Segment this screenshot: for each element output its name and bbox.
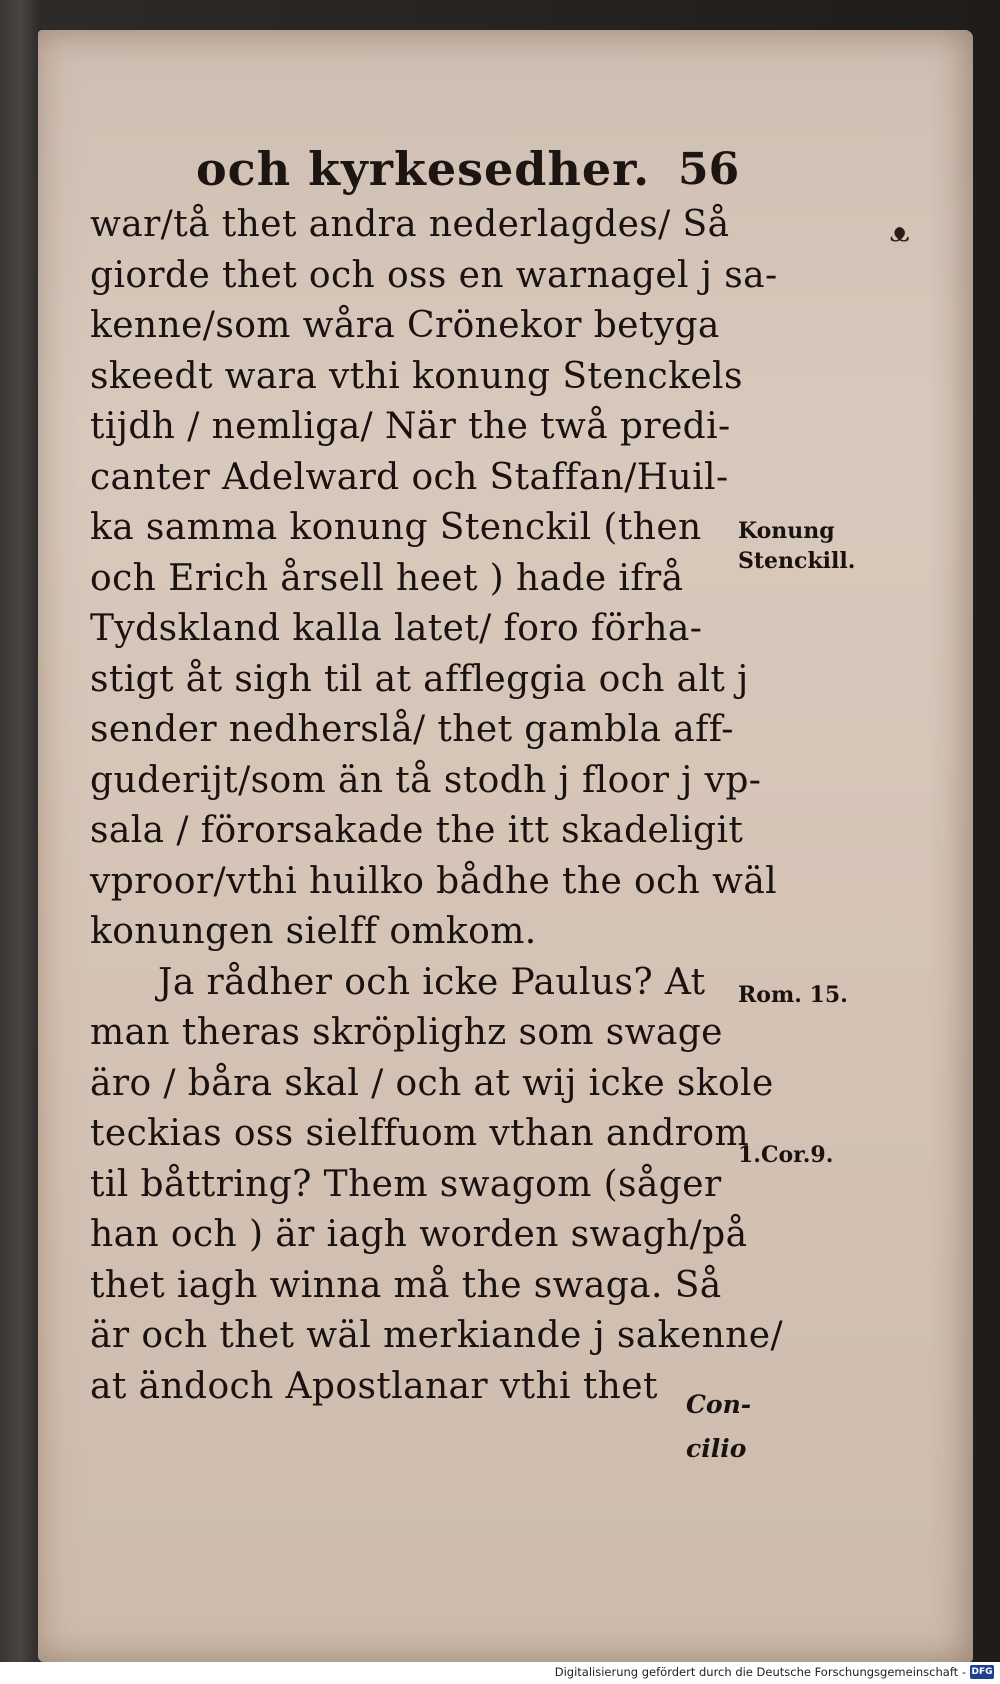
- margin-note-rom: Rom. 15.: [738, 982, 848, 1008]
- margin-note-line: Konung: [738, 518, 835, 544]
- catchword-inline: Con-: [686, 1390, 752, 1419]
- footer-bar: [0, 1662, 1000, 1684]
- body-text: [90, 200, 783, 1412]
- margin-note-cor: 1.Cor.9.: [738, 1142, 834, 1168]
- text-line: til båttring? Them swagom (såger: [90, 1163, 722, 1205]
- text-line: kenne/som wåra Crönekor betyga: [90, 305, 720, 346]
- text-line: Tydskland kalla latet/ foro förha-: [90, 608, 703, 649]
- dfg-logo-icon: DFG: [971, 1667, 993, 1677]
- book-page: [38, 30, 973, 1662]
- text-line: stigt åt sigh til at affleggia och alt j: [90, 658, 749, 700]
- text-line: vproor/vthi huilko bådhe the och wäl: [90, 860, 778, 902]
- text-line: sala / förorsakade the itt skadeligit: [90, 810, 744, 851]
- text-line: giorde thet och oss en warnagel j sa-: [90, 254, 778, 296]
- text-line: at ändoch Apostlanar vthi thet: [90, 1365, 658, 1407]
- ornament-mark: ᴥ: [890, 218, 910, 248]
- text-line: ka samma konung Stenckil (then: [90, 507, 702, 548]
- text-line: är och thet wäl merkiande j sakenne/: [90, 1315, 783, 1356]
- margin-note-konung: [738, 516, 855, 576]
- text-line: guderijt/som än tå stodh j floor j vp-: [90, 759, 762, 801]
- text-line: tijdh / nemliga/ När the twå predi-: [90, 406, 731, 447]
- page-number: 56: [678, 144, 740, 195]
- text-line: canter Adelward och Staffan/Huil-: [90, 456, 729, 498]
- text-line: skeedt wara vthi konung Stenckels: [90, 355, 743, 397]
- text-line: och Erich årsell heet ) hade ifrå: [90, 557, 684, 599]
- margin-note-line: Stenckill.: [738, 548, 856, 574]
- text-line: thet iagh winna må the swaga. Så: [90, 1264, 722, 1306]
- text-line: sender nedherslå/ thet gambla aff-: [90, 709, 734, 750]
- catchword: cilio: [686, 1434, 747, 1463]
- digitization-credit: Digitalisierung gefördert durch die Deutsche Forschungsgemeinschaft -: [554, 1665, 966, 1679]
- text-line: Ja rådher och icke Paulus? At: [158, 961, 706, 1003]
- text-line: äro / båra skal / och at wij icke skole: [90, 1062, 774, 1104]
- text-line: man theras skröplighz som swage: [90, 1012, 723, 1053]
- page-header: [38, 142, 973, 202]
- text-line: han och ) är iagh worden swagh/på: [90, 1214, 748, 1255]
- text-line: konungen sielff omkom.: [90, 911, 537, 952]
- text-line: teckias oss sielffuom vthan androm: [90, 1113, 749, 1154]
- running-title: och kyrkesedher.: [196, 142, 651, 196]
- text-line: war/tå thet andra nederlagdes/ Så: [90, 204, 730, 245]
